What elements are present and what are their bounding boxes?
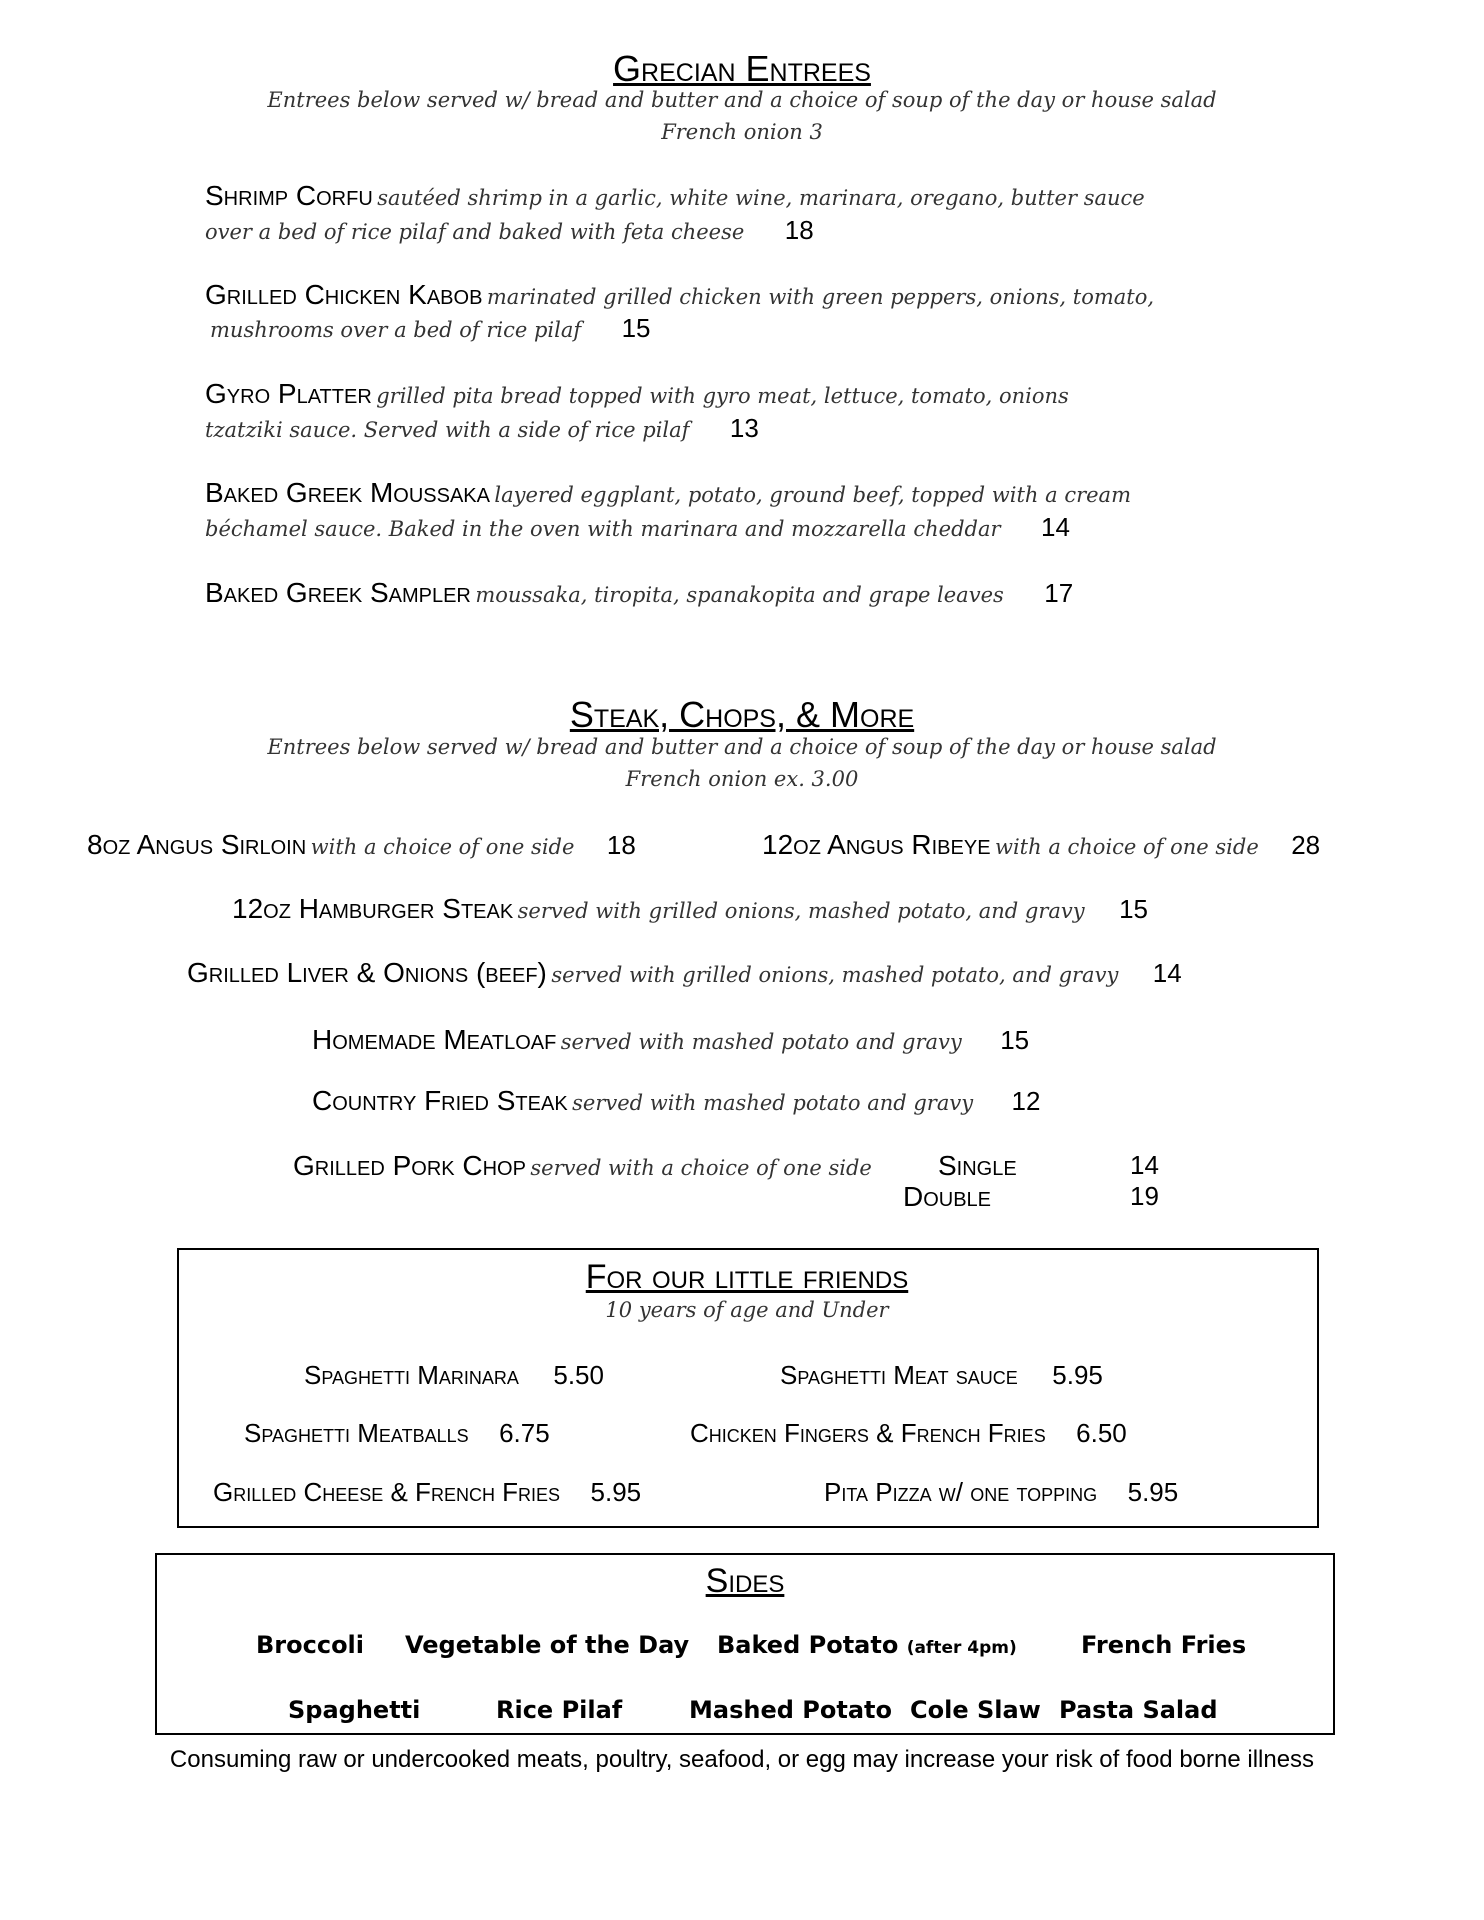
side-baked-potato (717, 1631, 1017, 1659)
item-price: 15 (1000, 1025, 1030, 1055)
item-desc: béchamel sauce. Baked in the oven with marinara and mozzarella cheddar (205, 517, 1001, 541)
side-french-fries: French Fries (1081, 1631, 1247, 1659)
item-price: 13 (729, 413, 759, 443)
sides-title: Sides (705, 1562, 785, 1600)
pork-chop-single-label: Single (938, 1150, 1017, 1181)
side-vegetable-of-the-day: Vegetable of the Day (405, 1631, 690, 1659)
item-price: 6.75 (499, 1418, 550, 1448)
item-desc: served with grilled onions, mashed potato, and gravy (551, 963, 1119, 987)
kids-item-chicken-fingers (690, 1418, 1127, 1449)
item-desc: sautéed shrimp in a garlic, white wine, marinara, oregano, butter sauce (377, 186, 1145, 210)
kids-item-spaghetti-marinara (304, 1360, 604, 1391)
item-name: Chicken Fingers & French Fries (690, 1418, 1046, 1448)
item-desc: with a choice of one side (994, 835, 1259, 859)
item-price: 18 (606, 830, 636, 860)
item-price: 14 (1040, 512, 1070, 542)
item-price: 5.95 (1127, 1477, 1179, 1507)
menu-item-shrimp-corfu (205, 180, 1145, 212)
item-price: 6.50 (1076, 1418, 1127, 1448)
item-name: Baked Greek Sampler (205, 577, 471, 608)
item-name: Grilled Chicken Kabob (205, 279, 483, 310)
item-name: Pita Pizza w/ one topping (824, 1477, 1098, 1507)
side-mashed-potato: Mashed Potato (689, 1696, 892, 1724)
steak-french-onion-note: French onion ex. 3.00 (625, 767, 859, 791)
item-desc-line2 (210, 313, 651, 344)
item-desc-line2 (205, 413, 759, 444)
side-cole-slaw: Cole Slaw (910, 1696, 1041, 1724)
item-name: Spaghetti Marinara (304, 1360, 519, 1390)
kids-item-pita-pizza (824, 1477, 1178, 1508)
menu-item-ribeye (762, 829, 1320, 861)
item-desc-line2 (205, 215, 814, 246)
item-price: 5.50 (553, 1360, 604, 1390)
item-desc: tzatziki sauce. Served with a side of rice pilaf (205, 418, 690, 442)
item-desc: served with a choice of one side (530, 1156, 872, 1180)
grecian-note: Entrees below served w/ bread and butter and a choice of soup of the day or house salad (267, 88, 1217, 112)
item-price: 18 (784, 215, 814, 245)
item-name: Shrimp Corfu (205, 180, 373, 211)
item-desc: mushrooms over a bed of rice pilaf (210, 318, 582, 342)
item-name: Spaghetti Meat sauce (780, 1360, 1018, 1390)
item-name: Baked Greek Moussaka (205, 477, 490, 508)
menu-item-moussaka (205, 477, 1131, 509)
kids-item-grilled-cheese (213, 1477, 641, 1508)
item-desc: served with mashed potato and gravy (572, 1091, 974, 1115)
item-desc: layered eggplant, potato, ground beef, topped with a cream (494, 483, 1131, 507)
side-broccoli: Broccoli (256, 1631, 365, 1659)
item-price: 5.95 (590, 1477, 642, 1507)
side-baked-potato-label: Baked Potato (717, 1631, 899, 1659)
item-price: 5.95 (1052, 1360, 1103, 1390)
item-price: 17 (1044, 578, 1074, 608)
menu-item-liver-onions (187, 957, 1182, 989)
side-spaghetti: Spaghetti (288, 1696, 421, 1724)
kids-title: For our little friends (585, 1258, 909, 1296)
item-desc-line2 (205, 512, 1070, 543)
pork-chop-double-label: Double (903, 1181, 992, 1212)
side-rice-pilaf: Rice Pilaf (496, 1696, 623, 1724)
steak-note: Entrees below served w/ bread and butter and a choice of soup of the day or house salad (267, 735, 1217, 759)
item-price: 15 (621, 313, 651, 343)
item-name: 8oz Angus Sirloin (87, 829, 307, 860)
item-desc: served with grilled onions, mashed potato, and gravy (517, 899, 1085, 923)
menu-item-pork-chop (293, 1150, 872, 1182)
item-price: 28 (1291, 830, 1321, 860)
item-name: Grilled Liver & Onions (beef) (187, 957, 547, 988)
grecian-title: Grecian Entrees (613, 48, 871, 89)
menu-item-sirloin (87, 829, 636, 861)
side-pasta-salad: Pasta Salad (1059, 1696, 1218, 1724)
steak-title: Steak, Chops, & More (569, 694, 915, 735)
menu-item-chicken-kabob (205, 279, 1154, 311)
pork-chop-double-price: 19 (1130, 1181, 1159, 1211)
item-name: 12oz Hamburger Steak (232, 893, 514, 924)
item-name: Spaghetti Meatballs (244, 1418, 469, 1448)
grecian-french-onion-note: French onion 3 (661, 120, 823, 144)
item-name: Homemade Meatloaf (312, 1024, 557, 1055)
item-desc: served with mashed potato and gravy (560, 1030, 962, 1054)
pork-chop-single-price: 14 (1130, 1150, 1159, 1180)
item-desc: marinated grilled chicken with green peppers, onions, tomato, (486, 285, 1155, 309)
kids-item-spaghetti-meat-sauce (780, 1360, 1103, 1391)
kids-subtitle: 10 years of age and Under (605, 1298, 889, 1322)
menu-item-greek-sampler (205, 577, 1073, 609)
item-price: 12 (1011, 1086, 1041, 1116)
item-name: Country Fried Steak (312, 1085, 568, 1116)
item-desc: with a choice of one side (310, 835, 575, 859)
side-baked-potato-note: (after 4pm) (906, 1638, 1017, 1658)
menu-item-hamburger-steak (232, 893, 1148, 925)
menu-item-gyro-platter (205, 378, 1069, 410)
menu-item-country-fried-steak (312, 1085, 1040, 1117)
item-price: 15 (1119, 894, 1149, 924)
kids-item-spaghetti-meatballs (244, 1418, 550, 1449)
item-name: Grilled Pork Chop (293, 1150, 526, 1181)
item-name: 12oz Angus Ribeye (762, 829, 991, 860)
item-name: Gyro Platter (205, 378, 372, 409)
item-desc: moussaka, tiropita, spanakopita and grape leaves (475, 583, 1004, 607)
item-desc: over a bed of rice pilaf and baked with feta cheese (205, 220, 745, 244)
item-price: 14 (1152, 958, 1182, 988)
food-safety-disclaimer: Consuming raw or undercooked meats, poultry, seafood, or egg may increase your risk of food borne illness (169, 1746, 1315, 1773)
item-desc: grilled pita bread topped with gyro meat, lettuce, tomato, onions (376, 384, 1069, 408)
menu-item-meatloaf (312, 1024, 1029, 1056)
item-name: Grilled Cheese & French Fries (213, 1477, 561, 1507)
